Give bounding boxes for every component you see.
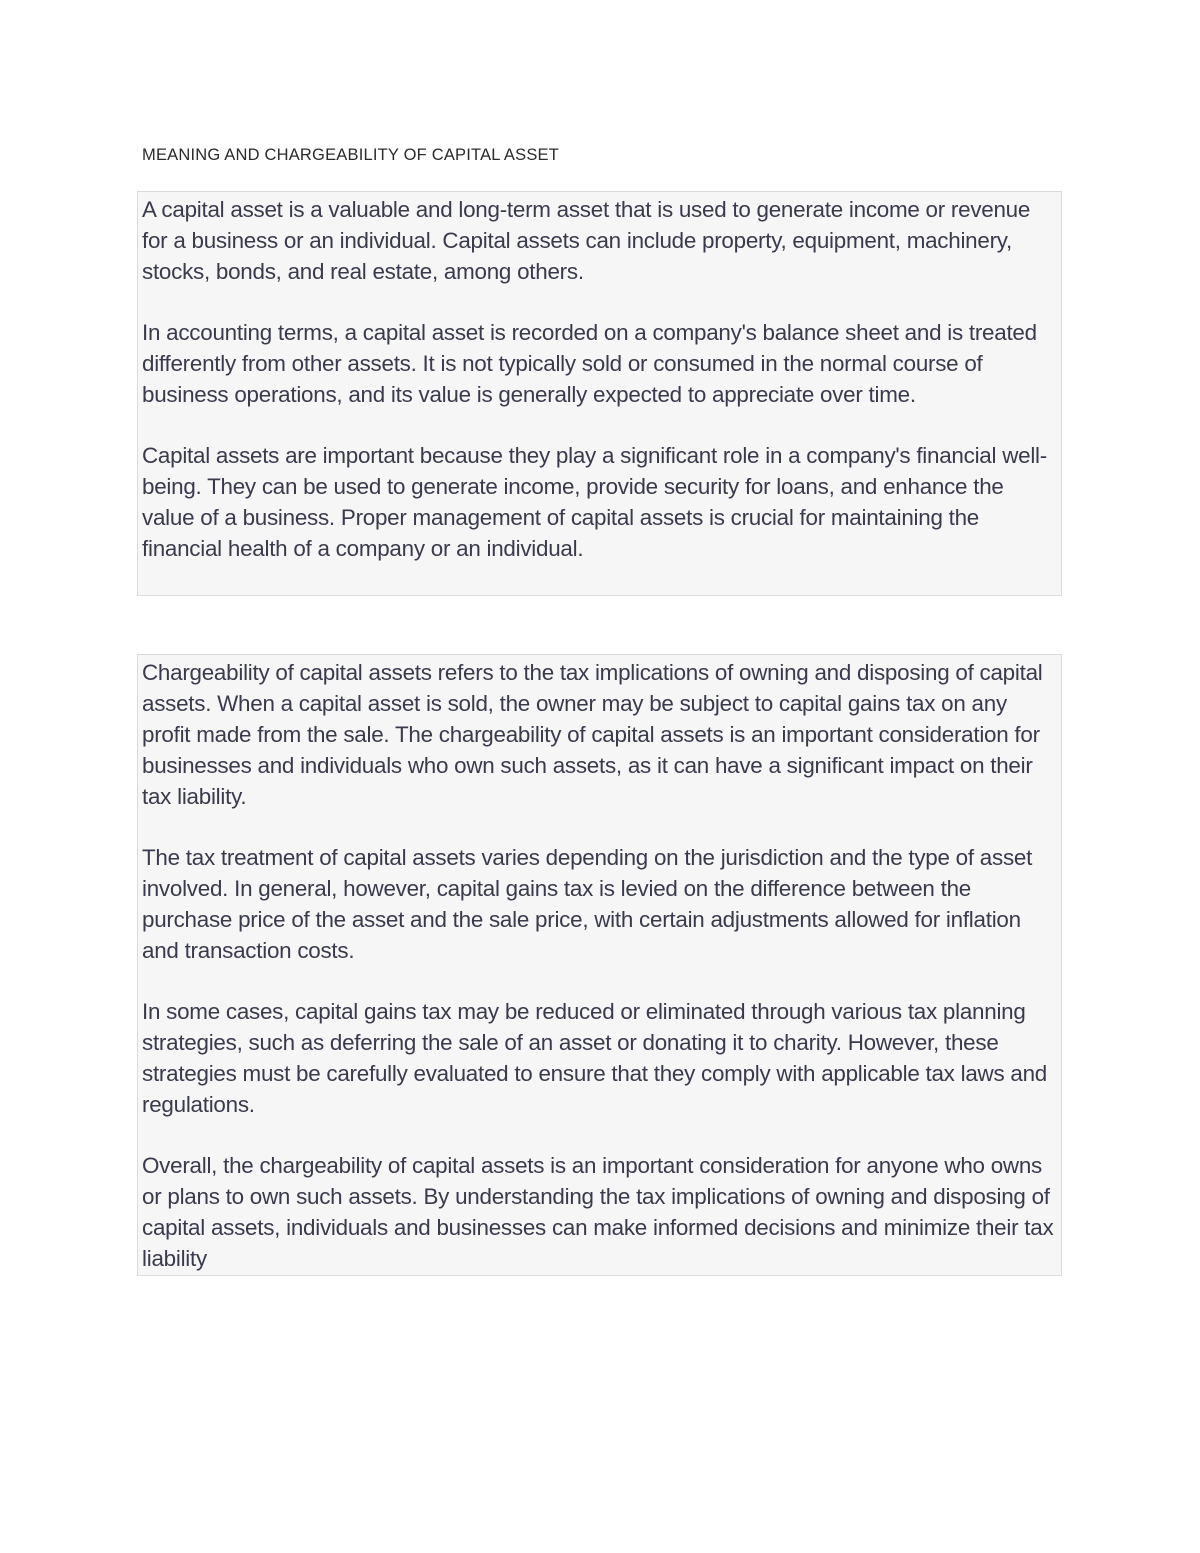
paragraph: Capital assets are important because they play a significant role in a company's financial well-being. They can be used to generate income, provide security for loans, and enhance the value of a business. Proper management of capital assets is crucial for maintaining the financial health of a company or an individual. <box>142 443 1047 561</box>
paragraph: The tax treatment of capital assets varies depending on the jurisdiction and the type of asset involved. In general, however, capital gains tax is levied on the difference between the purchase price of the asset and the sale price, with certain adjustments allowed for inflation and transaction costs. <box>142 845 1033 963</box>
paragraph: Chargeability of capital assets refers to the tax implications of owning and disposing of capital assets. When a capital asset is sold, the owner may be subject to capital gains tax on any profit made from the sale. The chargeability of capital assets is an important consideration for businesses and individuals who own such assets, as it can have a significant impact on their tax liability. <box>142 660 1043 809</box>
capital-asset-chargeability-box <box>137 654 1062 1276</box>
document-title: MEANING AND CHARGEABILITY OF CAPITAL ASSET <box>142 146 560 164</box>
paragraph: In accounting terms, a capital asset is recorded on a company's balance sheet and is treated differently from other assets. It is not typically sold or consumed in the normal course of business operations, and its value is generally expected to appreciate over time. <box>142 320 1037 407</box>
capital-asset-meaning-box <box>137 191 1062 596</box>
paragraph: Overall, the chargeability of capital assets is an important consideration for anyone who owns or plans to own such assets. By understanding the tax implications of owning and disposing of capital assets, individuals and businesses can make informed decisions and minimize their tax liability <box>142 1153 1054 1271</box>
paragraph: A capital asset is a valuable and long-term asset that is used to generate income or revenue for a business or an individual. Capital assets can include property, equipment, machinery, stocks, bonds, and real estate, among others. <box>142 197 1031 284</box>
paragraph: In some cases, capital gains tax may be reduced or eliminated through various tax planning strategies, such as deferring the sale of an asset or donating it to charity. However, these strategies must be carefully evaluated to ensure that they comply with applicable tax laws and regulations. <box>142 999 1047 1117</box>
